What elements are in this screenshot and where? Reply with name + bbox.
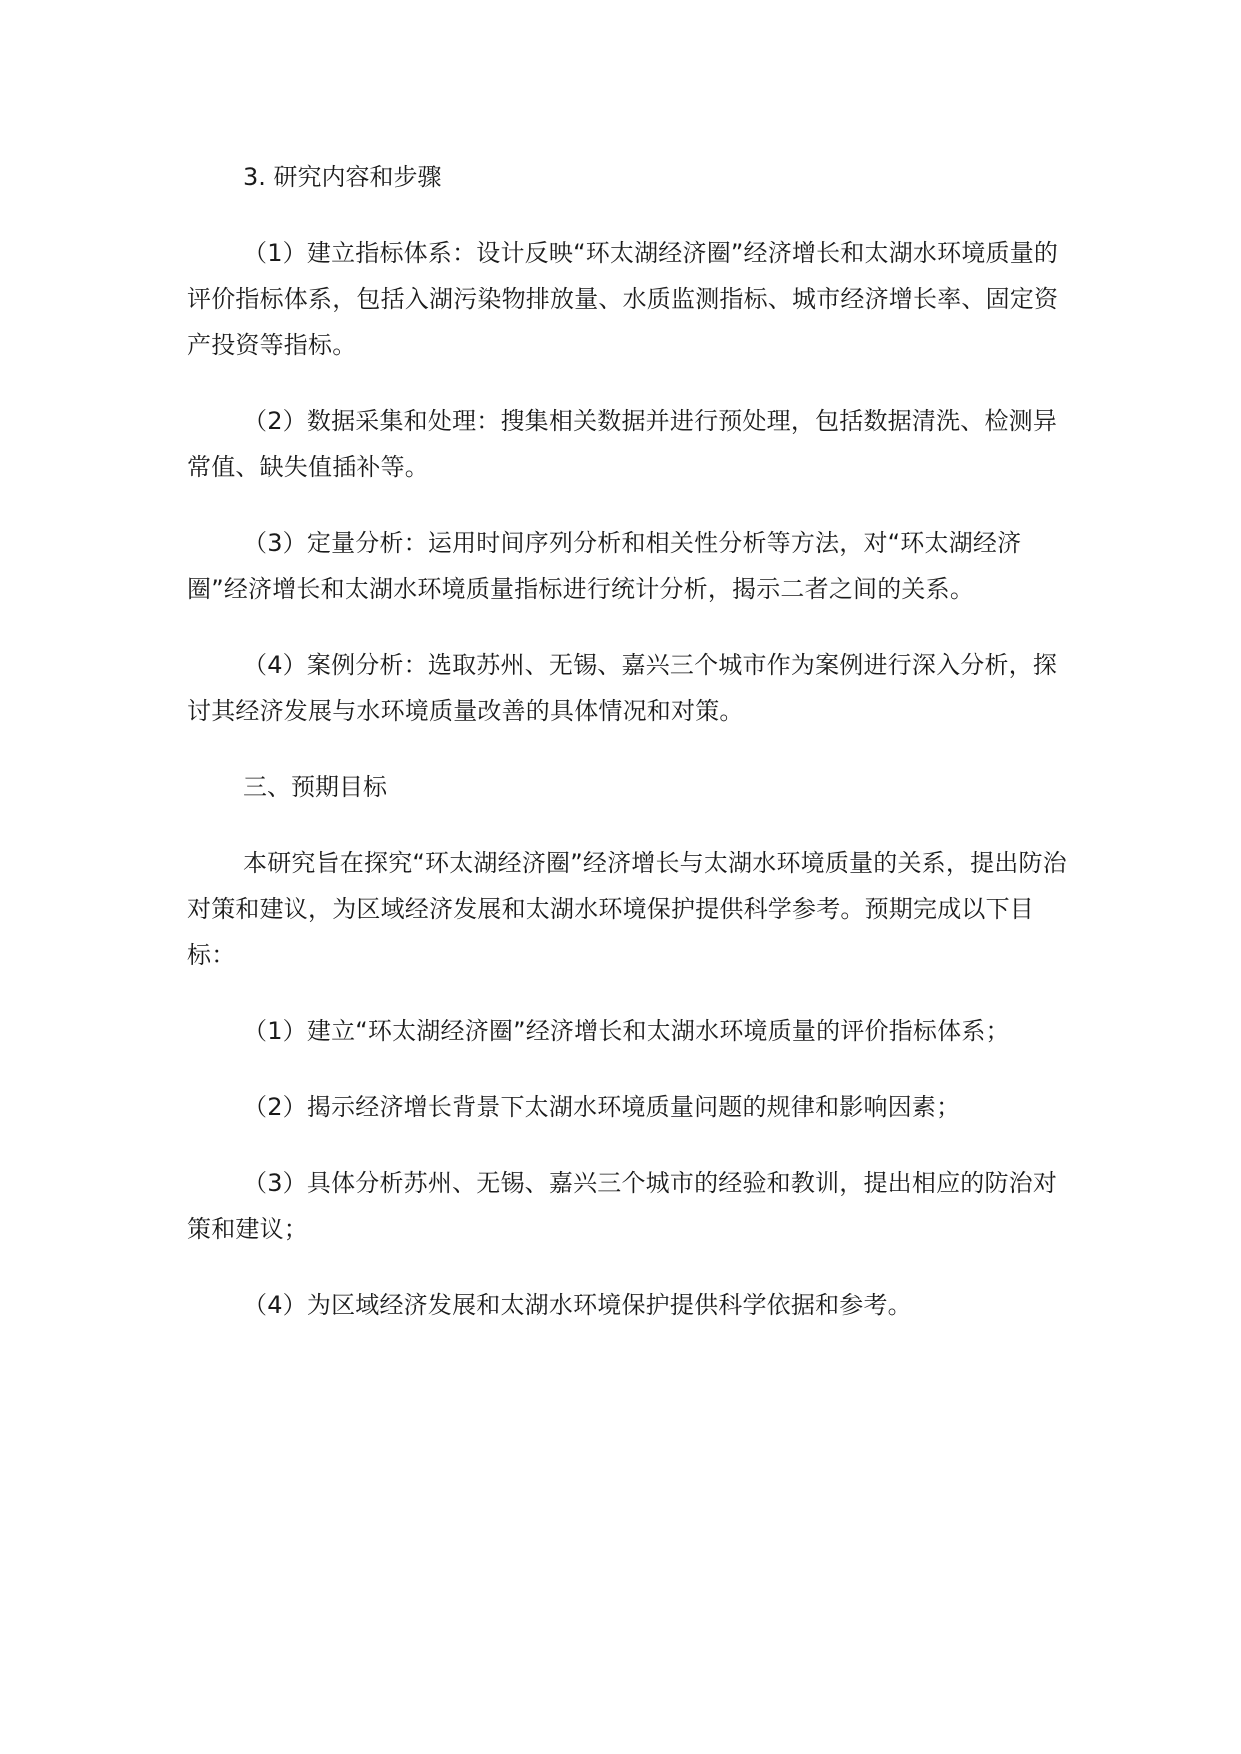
goal-item-4: （4）为区域经济发展和太湖水环境保护提供科学依据和参考。 bbox=[243, 1291, 912, 1319]
goals-intro-paragraph: 本研究旨在探究“环太湖经济圈”经济增长与太湖水环境质量的关系，提出防治对策和建议，为区域经济发展和太湖水环境保护提供科学参考。预期完成以下目标： bbox=[187, 849, 1067, 969]
step-item-3: （3）定量分析：运用时间序列分析和相关性分析等方法，对“环太湖经济圈”经济增长和太湖水环境质量指标进行统计分析，揭示二者之间的关系。 bbox=[187, 529, 1022, 603]
expected-goals-heading: 三、预期目标 bbox=[243, 773, 387, 801]
goal-item-2: （2）揭示经济增长背景下太湖水环境质量问题的规律和影响因素； bbox=[243, 1093, 961, 1121]
research-steps-heading: 3. 研究内容和步骤 bbox=[243, 163, 442, 191]
step-item-1: （1）建立指标体系：设计反映“环太湖经济圈”经济增长和太湖水环境质量的评价指标体系，包括入湖污染物排放量、水质监测指标、城市经济增长率、固定资产投资等指标。 bbox=[187, 239, 1059, 359]
step-item-2: （2）数据采集和处理：搜集相关数据并进行预处理，包括数据清洗、检测异常值、缺失值插补等。 bbox=[187, 407, 1058, 481]
goal-item-3: （3）具体分析苏州、无锡、嘉兴三个城市的经验和教训，提出相应的防治对策和建议； bbox=[187, 1169, 1058, 1243]
goal-item-1: （1）建立“环太湖经济圈”经济增长和太湖水环境质量的评价指标体系； bbox=[243, 1017, 1010, 1045]
step-item-4: （4）案例分析：选取苏州、无锡、嘉兴三个城市作为案例进行深入分析，探讨其经济发展与水环境质量改善的具体情况和对策。 bbox=[187, 651, 1058, 725]
document-body bbox=[187, 154, 1067, 1358]
